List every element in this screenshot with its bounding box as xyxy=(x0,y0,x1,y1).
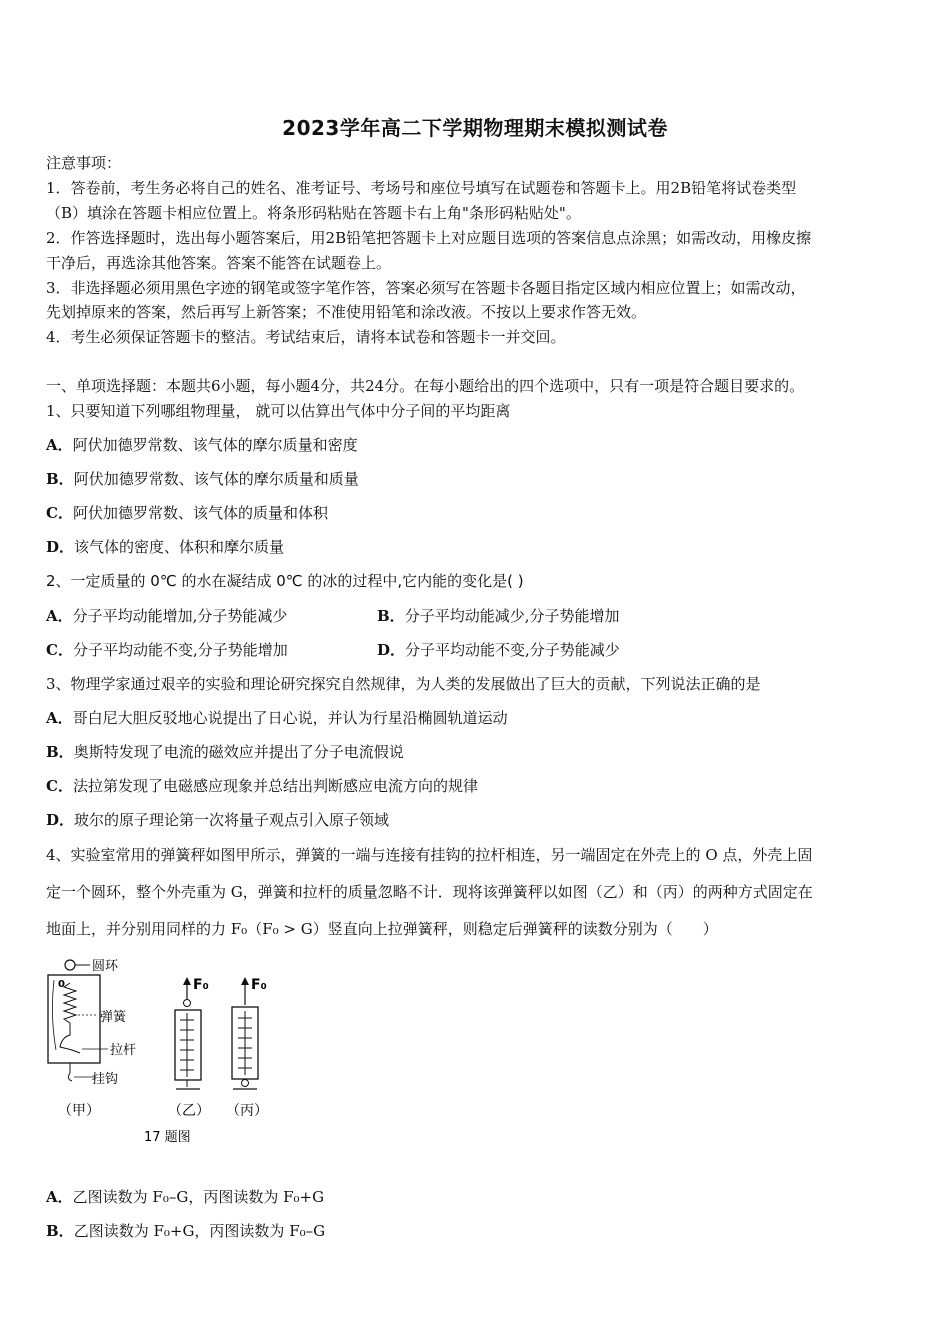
option-label: A． xyxy=(46,607,73,625)
option-text: 法拉第发现了电磁感应现象并总结出判断感应电流方向的规律 xyxy=(72,777,478,795)
question-2-option-d xyxy=(377,640,620,660)
option-label: B． xyxy=(377,607,405,625)
question-4-stem-line: 定一个圆环，整个外壳重为 G，弹簧和拉杆的质量忽略不计．现将该弹簧秤以如图（乙）和（丙）的两种方式固定在 xyxy=(46,883,813,901)
question-2-stem: 2、一定质量的 0℃ 的水在凝结成 0℃ 的冰的过程中,它内能的变化是( ) xyxy=(46,572,524,590)
option-text: 乙图读数为 F₀–G，丙图读数为 F₀+G xyxy=(72,1188,325,1206)
question-3-stem: 3、物理学家通过艰辛的实验和理论研究探究自然规律，为人类的发展做出了巨大的贡献，下列说法正确的是 xyxy=(46,675,761,693)
spring-coil xyxy=(64,983,76,1023)
option-text: 乙图读数为 F₀+G，丙图读数为 F₀–G xyxy=(73,1222,326,1240)
pull-rod xyxy=(60,1023,80,1053)
label-o: 0 xyxy=(58,979,65,990)
notice-line: 1．答卷前，考生务必将自己的姓名、准考证号、考场号和座位号填写在试题卷和答题卡上。用2B铅笔将试卷类型 xyxy=(46,179,797,197)
notice-line: 干净后，再选涂其他答案。答案不能答在试题卷上。 xyxy=(46,254,392,272)
arrow-head-icon xyxy=(183,977,191,985)
figure-caption: 17 题图 xyxy=(144,1130,191,1145)
ring-shape xyxy=(242,1080,249,1087)
scale-ticks xyxy=(180,1013,194,1077)
option-label: B． xyxy=(46,470,74,488)
notice-line: 4．考生必须保证答题卡的整洁。考试结束后，请将本试卷和答题卡一并交回。 xyxy=(46,328,566,346)
question-1-option-a xyxy=(46,435,906,455)
arrow-head-icon xyxy=(241,977,249,985)
spring-scale-diagram xyxy=(40,955,280,1150)
label-ring: 圆环 xyxy=(92,959,119,974)
question-3-option-d xyxy=(46,810,906,830)
option-text: 分子平均动能减少,分子势能增加 xyxy=(404,607,620,625)
question-2-option-c xyxy=(46,640,288,660)
section-heading: 一、单项选择题：本题共6小题，每小题4分，共24分。在每小题给出的四个选项中，只有一项是符合题目要求的。 xyxy=(46,377,805,395)
label-rod: 拉杆 xyxy=(110,1043,137,1058)
option-label: B． xyxy=(46,743,74,761)
option-label: D． xyxy=(377,641,406,659)
question-2-option-a xyxy=(46,606,287,626)
label-hook: 挂钩 xyxy=(92,1072,119,1087)
option-text: 玻尔的原子理论第一次将量子观点引入原子领域 xyxy=(74,811,390,829)
question-3-option-b xyxy=(46,742,906,762)
notice-line: 2．作答选择题时，选出每小题答案后，用2B铅笔把答题卡上对应题目选项的答案信息点涂黑；如需改动，用橡皮擦 xyxy=(46,229,812,247)
option-text: 阿伏加德罗常数、该气体的摩尔质量和质量 xyxy=(73,470,359,488)
question-4-stem-line: 4、实验室常用的弹簧秤如图甲所示，弹簧的一端与连接有挂钩的拉杆相连，另一端固定在外壳上的 O 点，外壳上固 xyxy=(46,846,813,864)
option-label: D． xyxy=(46,811,75,829)
notice-line: 先划掉原来的答案，然后再写上新答案；不准使用铅笔和涂改液。不按以上要求作答无效。 xyxy=(46,303,647,321)
spring-scale-figure xyxy=(40,955,280,1150)
ring-shape xyxy=(65,960,75,970)
question-1-stem: 1、只要知道下列哪组物理量， 就可以估算出气体中分子间的平均距离 xyxy=(46,402,511,420)
question-1-option-b xyxy=(46,469,906,489)
label-f0-a: F₀ xyxy=(193,977,209,993)
question-2-option-b xyxy=(377,606,619,626)
option-text: 分子平均动能增加,分子势能减少 xyxy=(72,607,288,625)
option-text: 哥白尼大胆反驳地心说提出了日心说，并认为行星沿椭圆轨道运动 xyxy=(72,709,508,727)
case-inner-line xyxy=(52,980,56,1050)
notice-line: 3．非选择题必须用黑色字迹的钢笔或签字笔作答，答案必须写在答题卡各题目指定区域内相应位置上；如需改动， xyxy=(46,279,806,297)
question-3-option-c xyxy=(46,776,906,796)
label-jia: （甲） xyxy=(58,1103,100,1119)
question-1-option-d xyxy=(46,537,906,557)
question-4-stem-line: 地面上，并分别用同样的力 F₀（F₀ > G）竖直向上拉弹簧秤，则稳定后弹簧秤的读数分别为（ ） xyxy=(46,920,718,938)
label-yi: （乙） xyxy=(168,1103,210,1119)
option-label: C． xyxy=(46,777,73,795)
option-label: B． xyxy=(46,1222,74,1240)
page-title: 2023学年高二下学期物理期末模拟测试卷 xyxy=(282,116,668,140)
question-4-option-a xyxy=(46,1187,906,1207)
label-bing: （丙） xyxy=(226,1103,268,1119)
scale-ticks xyxy=(238,1011,252,1075)
option-label: A． xyxy=(46,1188,73,1206)
option-label: C． xyxy=(46,641,73,659)
notice-line: （B）填涂在答题卡相应位置上。将条形码粘贴在答题卡右上角"条形码粘贴处"。 xyxy=(46,204,581,222)
label-spring: 弹簧 xyxy=(100,1010,127,1025)
question-4-option-b xyxy=(46,1221,906,1241)
option-label: D． xyxy=(46,538,75,556)
option-text: 该气体的密度、体积和摩尔质量 xyxy=(74,538,285,556)
option-text: 奥斯特发现了电流的磁效应并提出了分子电流假说 xyxy=(73,743,404,761)
option-label: C． xyxy=(46,504,73,522)
option-label: A． xyxy=(46,709,73,727)
question-1-option-c xyxy=(46,503,906,523)
option-text: 分子平均动能不变,分子势能减少 xyxy=(405,641,620,659)
option-text: 阿伏加德罗常数、该气体的摩尔质量和密度 xyxy=(72,436,358,454)
notice-header: 注意事项： xyxy=(46,154,122,172)
option-text: 阿伏加德罗常数、该气体的质量和体积 xyxy=(72,504,328,522)
label-f0-b: F₀ xyxy=(251,977,267,993)
question-3-option-a xyxy=(46,708,906,728)
option-label: A． xyxy=(46,436,73,454)
option-text: 分子平均动能不变,分子势能增加 xyxy=(72,641,288,659)
ring-shape xyxy=(184,1000,191,1007)
hook-shape xyxy=(68,1063,72,1081)
